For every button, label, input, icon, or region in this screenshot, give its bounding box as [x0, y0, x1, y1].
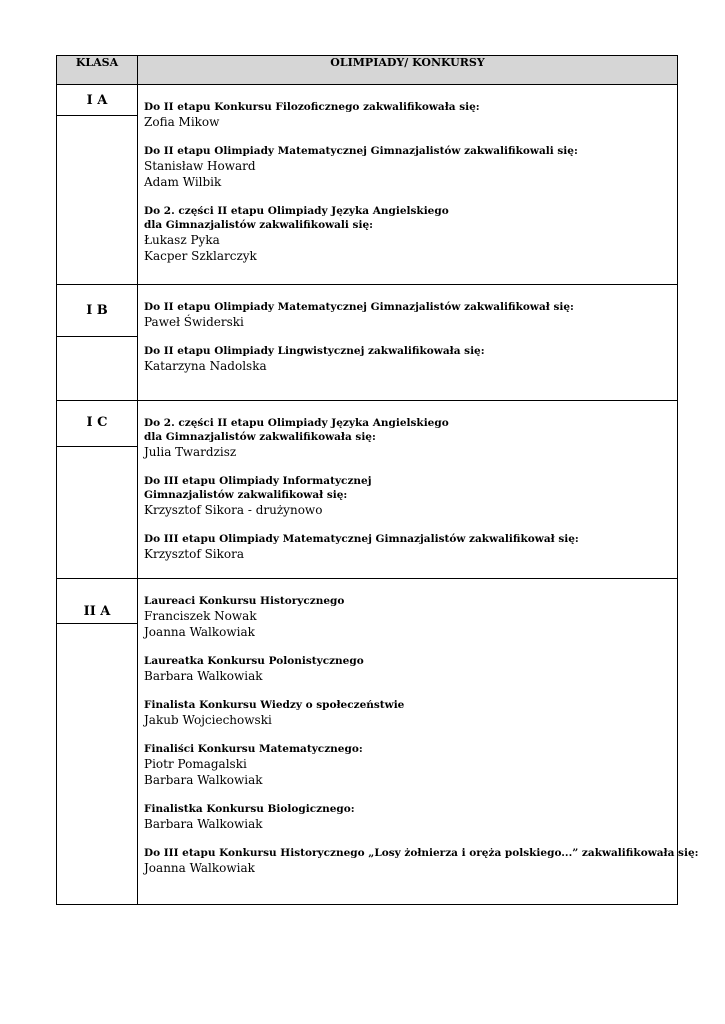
cell-divider	[57, 446, 137, 447]
achievement-heading: Finalista Konkursu Wiedzy o społeczeństwie	[144, 699, 405, 711]
klasa-label: I C	[86, 415, 108, 430]
student-name: Krzysztof Sikora	[144, 547, 245, 561]
achievement-heading: dla Gimnazjalistów zakwalifikowała się:	[144, 431, 376, 443]
cell-divider	[57, 336, 137, 337]
achievement-heading: Do II etapu Olimpiady Lingwistycznej zakwalifikowała się:	[144, 345, 485, 357]
klasa-cell	[57, 285, 138, 401]
achievements-cell	[138, 401, 678, 579]
student-name: Joanna Walkowiak	[144, 861, 255, 875]
student-name: Barbara Walkowiak	[144, 669, 263, 683]
achievement-group	[144, 802, 671, 832]
student-name: Paweł Świderski	[144, 315, 244, 329]
achievement-heading: Do III etapu Konkursu Historycznego „Losy żołnierza i oręża polskiego...” zakwalifikowała się:	[144, 847, 699, 859]
achievement-heading: Do II etapu Olimpiady Matematycznej Gimnazjalistów zakwalifikował się:	[144, 301, 574, 313]
student-name: Zofia Mikow	[144, 115, 220, 129]
achievement-group	[144, 742, 671, 788]
achievement-group	[144, 344, 671, 374]
achievement-group	[144, 300, 671, 330]
klasa-label: II A	[83, 604, 111, 619]
achievement-heading: dla Gimnazjalistów zakwalifikowali się:	[144, 219, 374, 231]
klasa-cell	[57, 85, 138, 285]
klasa-cell	[57, 579, 138, 905]
achievement-heading: Laureatka Konkursu Polonistycznego	[144, 655, 364, 667]
cell-divider	[57, 115, 137, 116]
achievements-cell	[138, 285, 678, 401]
cell-divider	[57, 623, 137, 624]
header-row	[57, 56, 678, 85]
achievement-heading: Finaliści Konkursu Matematycznego:	[144, 743, 363, 755]
achievement-group	[144, 846, 699, 876]
achievement-heading: Do II etapu Konkursu Filozoficznego zakwalifikowała się:	[144, 101, 480, 113]
student-name: Łukasz Pyka	[144, 233, 220, 247]
student-name: Katarzyna Nadolska	[144, 359, 267, 373]
student-name: Julia Twardzisz	[144, 445, 237, 459]
student-name: Kacper Szklarczyk	[144, 249, 257, 263]
achievement-heading: Laureaci Konkursu Historycznego	[144, 595, 345, 607]
achievement-heading: Do II etapu Olimpiady Matematycznej Gimnazjalistów zakwalifikowali się:	[144, 145, 578, 157]
olympiad-table	[56, 55, 699, 905]
achievement-heading: Do 2. części II etapu Olimpiady Języka Angielskiego	[144, 417, 449, 429]
achievements-cell	[138, 579, 699, 905]
achievement-group	[144, 594, 671, 640]
achievement-heading: Do III etapu Olimpiady Informatycznej	[144, 475, 372, 487]
document-page	[56, 55, 699, 905]
achievement-heading: Do III etapu Olimpiady Matematycznej Gimnazjalistów zakwalifikował się:	[144, 533, 579, 545]
row-1c	[57, 401, 678, 579]
student-name: Jakub Wojciechowski	[144, 713, 272, 727]
header-olimpiady: OLIMPIADY/ KONKURSY	[138, 56, 678, 85]
student-name: Stanisław Howard	[144, 159, 256, 173]
student-name: Barbara Walkowiak	[144, 817, 263, 831]
student-name: Krzysztof Sikora - drużynowo	[144, 503, 323, 517]
row-1b	[57, 285, 678, 401]
achievement-group	[144, 204, 671, 264]
achievements-cell	[138, 85, 678, 285]
student-name: Joanna Walkowiak	[144, 625, 255, 639]
row-2a	[57, 579, 678, 905]
achievement-heading: Gimnazjalistów zakwalifikował się:	[144, 489, 348, 501]
student-name: Piotr Pomagalski	[144, 757, 247, 771]
student-name: Adam Wilbik	[144, 175, 222, 189]
achievement-group	[144, 474, 671, 518]
klasa-label: I A	[86, 93, 108, 108]
header-klasa: KLASA	[57, 56, 138, 85]
student-name: Franciszek Nowak	[144, 609, 257, 623]
achievement-heading: Finalistka Konkursu Biologicznego:	[144, 803, 355, 815]
achievement-group	[144, 532, 671, 562]
achievement-group	[144, 654, 671, 684]
row-1a	[57, 85, 678, 285]
achievement-group	[144, 100, 671, 130]
achievement-group	[144, 144, 671, 190]
klasa-label: I B	[86, 303, 108, 318]
klasa-cell	[57, 401, 138, 579]
achievement-group	[144, 698, 671, 728]
achievement-group	[144, 416, 671, 460]
student-name: Barbara Walkowiak	[144, 773, 263, 787]
achievement-heading: Do 2. części II etapu Olimpiady Języka Angielskiego	[144, 205, 449, 217]
